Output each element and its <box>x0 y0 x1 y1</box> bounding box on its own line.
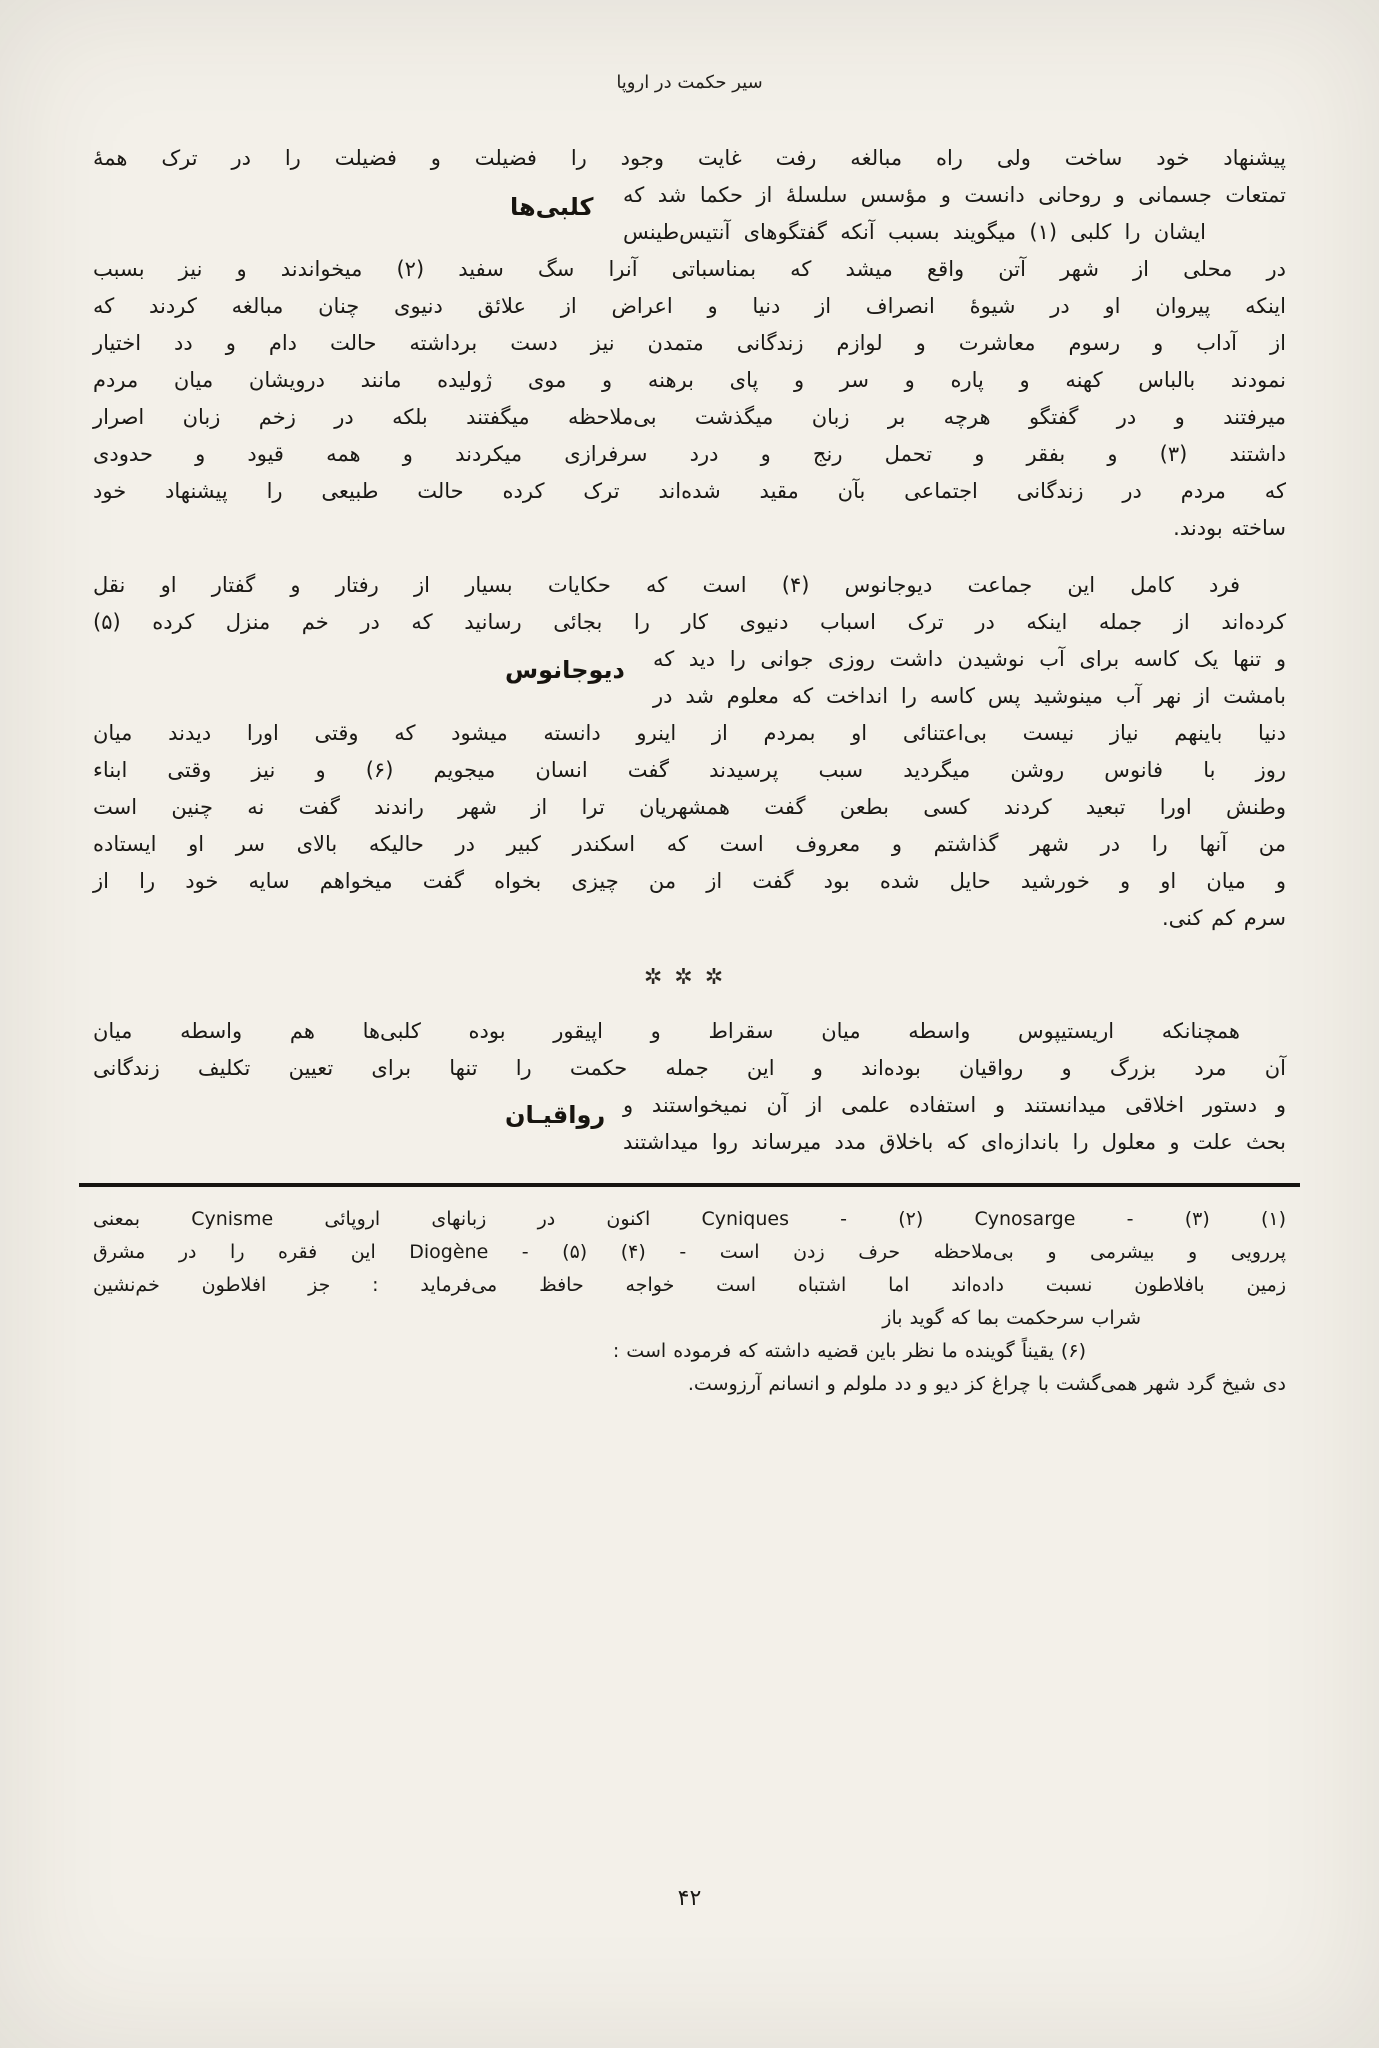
page-number: ۴۲ <box>677 1886 702 1911</box>
margin-heading-diogenes: دیوجانوس <box>505 656 625 684</box>
body-text <box>93 140 1286 1401</box>
body-line: میرفتند و در گفتگو هرچه بر زبان میگذشت بی‌ملاحظه میگفتند بلکه در زخم زبان اصرار <box>93 405 1286 429</box>
body-line: وطنش اورا تبعید کردند کسی بطعن گفت همشهریان ترا از شهر راندند گفت نه چنین است <box>93 795 1286 819</box>
body-line: نمودند بالباس کهنه و پاره و سر و پای برهنه و موی ژولیده مانند درویشان میان مردم <box>93 368 1286 392</box>
footnote-line: شراب سرحکمت بما که گوید باز <box>882 1307 1141 1329</box>
body-line: و میان او و خورشید حایل شده بود گفت از من چیزی بخواه گفت میخواهم سایه خود را از <box>93 869 1286 893</box>
footnotes-block <box>93 1203 1286 1401</box>
body-line: تمتعات جسمانی و روحانی دانست و مؤسس سلسلهٔ از حکما شد که <box>623 183 1286 207</box>
body-line: و دستور اخلاقی میدانستند و استفاده علمی از آن نمیخواستند و <box>623 1093 1286 1117</box>
section-separator: ✲✲✲ <box>643 965 736 990</box>
body-line: فرد کامل این جماعت دیوجانوس (۴) است که حکایات بسیار از رفتار و گفتار او نقل <box>93 573 1241 597</box>
body-line: کرده‌اند از جمله اینکه در ترک اسباب دنیوی کار را بجائی رسانید که در خم منزل کرده (۵) <box>93 610 1286 634</box>
body-line: در محلی از شهر آتن واقع میشد که بمناسباتی آنرا سگ سفید (۲) میخواندند و نیز بسبب <box>93 257 1286 281</box>
body-line: که مردم در زندگانی اجتماعی بآن مقید شده‌اند ترک کرده حالت طبیعی را پیشنهاد خود <box>93 479 1286 503</box>
body-line: سرم کم کنی. <box>1161 906 1286 930</box>
body-line: ساخته بودند. <box>1173 516 1286 540</box>
body-line: اینکه پیروان او در شیوهٔ انصراف از دنیا و اعراض از علائق دنیوی چنان مبالغه کردند که <box>93 294 1286 318</box>
footnote-line: (۶) یقیناً گوینده ما نظر باین قضیه داشته که فرموده است : <box>612 1340 1086 1362</box>
body-line: همچنانکه اریستیپوس واسطه میان سقراط و اپیقور بوده کلبی‌ها هم واسطه میان <box>93 1019 1240 1043</box>
body-line: ایشان را کلبی (۱) میگویند بسبب آنکه گفتگوهای آنتیس‌طینس <box>623 220 1207 244</box>
body-line: پیشنهاد خود ساخت ولی راه مبالغه رفت غایت وجود را فضیلت و فضیلت را در ترک همهٔ <box>93 146 1286 170</box>
footnote-line: (۱) Cyniques - (۲) Cynosarge - (۳) اکنون در زبانهای اروپائی Cynisme بمعنی <box>93 1208 1286 1230</box>
body-line: آن مرد بزرگ و رواقیان بوده‌اند و این جمله حکمت را تنها برای تعیین تکلیف زندگانی <box>93 1056 1286 1080</box>
footnote-line: زمین بافلاطون نسبت داده‌اند اما اشتباه است خواجه حافظ می‌فرماید : جز افلاطون خم‌نشین <box>93 1274 1286 1296</box>
body-line: و تنها یک کاسه برای آب نوشیدن داشت روزی جوانی را دید که <box>653 647 1286 671</box>
margin-heading-cynics: کلبی‌ها <box>510 193 594 221</box>
body-line: من آنها را در شهر گذاشتم و معروف است که اسکندر کبیر در حالیکه بالای سر او ایستاده <box>93 832 1286 856</box>
body-line: داشتند (۳) و بفقر و تحمل رنج و درد سرفرازی میکردند و همه قیود و حدودی <box>93 442 1286 466</box>
body-line: بحث علت و معلول را باندازه‌ای که باخلاق مدد میرساند روا میداشتند <box>623 1130 1286 1154</box>
body-line: روز با فانوس روشن میگردید سبب پرسیدند گفت انسان میجویم (۶) و نیز وقتی ابناء <box>93 758 1286 782</box>
footnote-line: دی شیخ گرد شهر همی‌گشت با چراغ کز دیو و دد ملولم و انسانم آرزوست. <box>687 1373 1286 1395</box>
margin-heading-stoics: رواقیـان <box>505 1101 606 1129</box>
footnote-divider <box>79 1183 1300 1187</box>
running-title: سیر حکمت در اروپا <box>616 72 763 93</box>
body-line: بامشت از نهر آب مینوشید پس کاسه را انداخت که معلوم شد در <box>653 684 1286 708</box>
footnote-line: پررویی و بیشرمی و بی‌ملاحظه حرف زدن است - (۴) Diogène - (۵) این فقره را در مشرق <box>93 1241 1287 1263</box>
body-line: از آداب و رسوم معاشرت و لوازم زندگانی متمدن نیز دست برداشته حالت دام و دد اختیار <box>93 331 1286 355</box>
body-line: دنیا باینهم نیاز نیست بی‌اعتنائی او بمردم از اینرو دانسته میشود که وقتی اورا دیدند میان <box>93 721 1286 745</box>
